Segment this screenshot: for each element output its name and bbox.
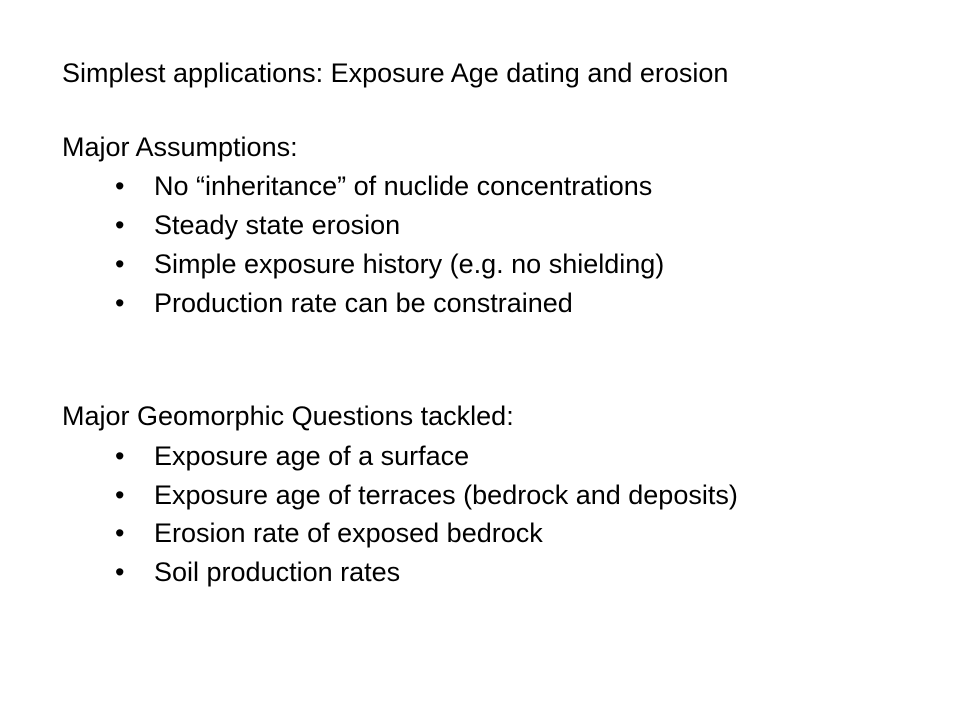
bullet-icon: • (115, 518, 125, 548)
bullet-icon: • (115, 210, 125, 240)
bullet-icon: • (115, 480, 125, 510)
assumption-text: Steady state erosion (154, 210, 401, 240)
assumption-text: Simple exposure history (e.g. no shielding) (154, 249, 665, 279)
assumptions-heading: Major Assumptions: (62, 132, 298, 162)
bullet-icon: • (115, 249, 125, 279)
assumption-text: Production rate can be constrained (154, 288, 573, 318)
slide-title: Simplest applications: Exposure Age dating and erosion (62, 58, 729, 88)
question-text: Soil production rates (154, 557, 401, 587)
questions-heading: Major Geomorphic Questions tackled: (62, 401, 514, 431)
bullet-icon: • (115, 557, 125, 587)
bullet-icon: • (115, 288, 125, 318)
question-text: Erosion rate of exposed bedrock (154, 518, 543, 548)
question-text: Exposure age of a surface (154, 441, 470, 471)
question-text: Exposure age of terraces (bedrock and deposits) (154, 480, 738, 510)
bullet-icon: • (115, 441, 125, 471)
bullet-icon: • (115, 171, 125, 201)
assumption-text: No “inheritance” of nuclide concentrations (154, 171, 653, 201)
